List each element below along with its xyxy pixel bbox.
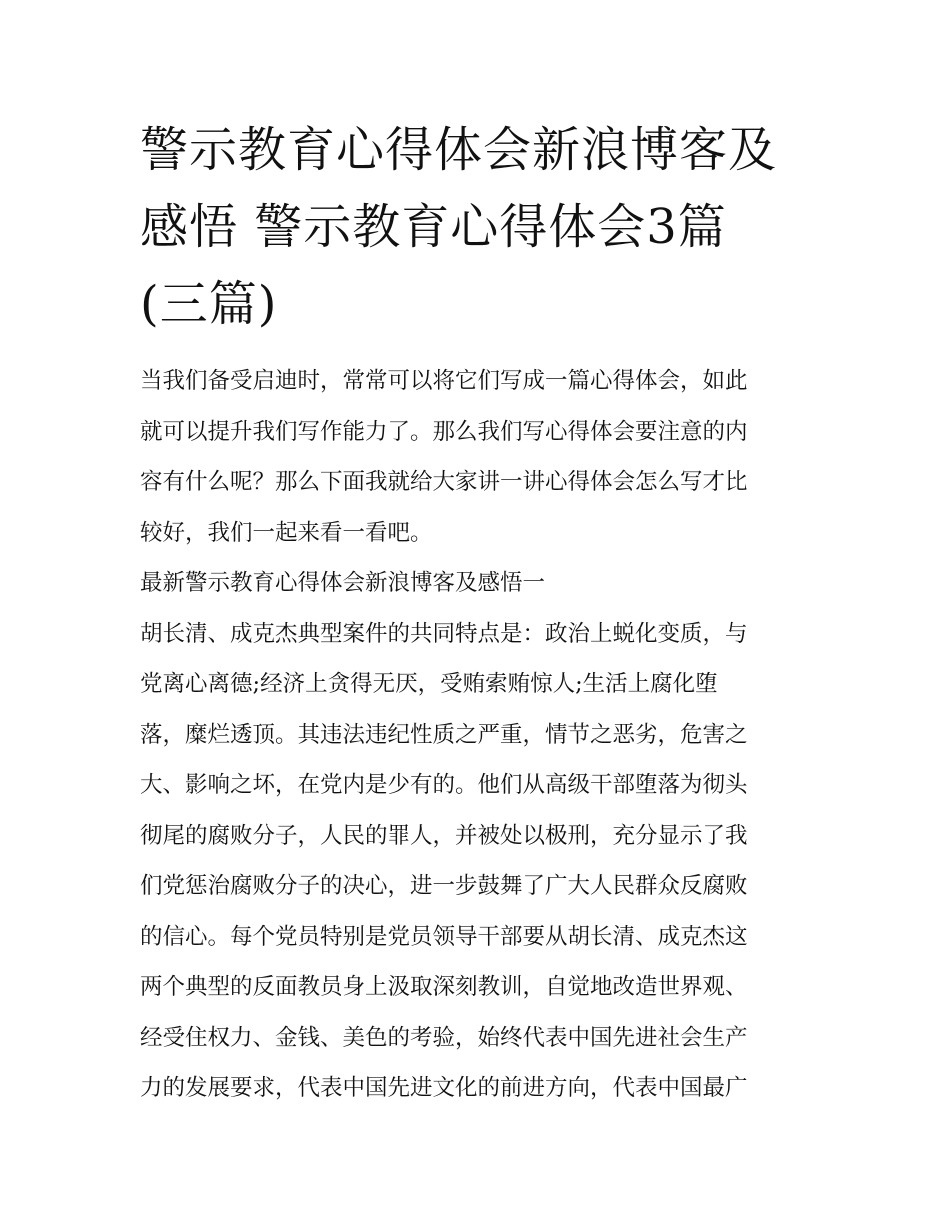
body-paragraph-line: 彻尾的腐败分子，人民的罪人，并被处以极刑，充分显示了我 — [140, 822, 748, 849]
title-line: 感悟 警示教育心得体会3篇 — [140, 199, 727, 255]
body-paragraph-line: 大、影响之坏，在党内是少有的。他们从高级干部堕落为彻头 — [140, 772, 748, 798]
body-paragraph-line: 胡长清、成克杰典型案件的共同特点是：政治上蜕化变质，与 — [140, 620, 748, 647]
body-paragraph-line: 经受住权力、金钱、美色的考验，始终代表中国先进社会生产 — [140, 1024, 748, 1051]
intro-paragraph-line: 就可以提升我们写作能力了。那么我们写心得体会要注意的内 — [140, 418, 748, 445]
body-paragraph-line: 力的发展要求，代表中国先进文化的前进方向，代表中国最广 — [140, 1075, 748, 1101]
intro-paragraph-line: 较好，我们一起来看一看吧。 — [140, 519, 433, 546]
title-line: (三篇) — [140, 276, 278, 332]
document-title — [140, 112, 820, 343]
intro-paragraph-line: 容有什么呢？那么下面我就给大家讲一讲心得体会怎么写才比 — [140, 469, 748, 495]
title-line: 警示教育心得体会新浪博客及 — [140, 122, 778, 178]
body-paragraph-line: 的信心。每个党员特别是党员领导干部要从胡长清、成克杰这 — [140, 923, 748, 950]
body-paragraph-line: 们党惩治腐败分子的决心，进一步鼓舞了广大人民群众反腐败 — [140, 873, 748, 899]
body-paragraph-line: 两个典型的反面教员身上汲取深刻教训，自觉地改造世界观、 — [140, 974, 748, 1000]
intro-paragraph-line: 当我们备受启迪时，常常可以将它们写成一篇心得体会，如此 — [140, 368, 748, 394]
body-paragraph-line: 落，糜烂透顶。其违法违纪性质之严重，情节之恶劣，危害之 — [140, 721, 748, 748]
document-body — [140, 356, 820, 1114]
body-paragraph-line: 党离心离德;经济上贪得无厌，受贿索贿惊人;生活上腐化堕 — [140, 671, 718, 697]
section-heading: 最新警示教育心得体会新浪博客及感悟一 — [140, 570, 546, 596]
